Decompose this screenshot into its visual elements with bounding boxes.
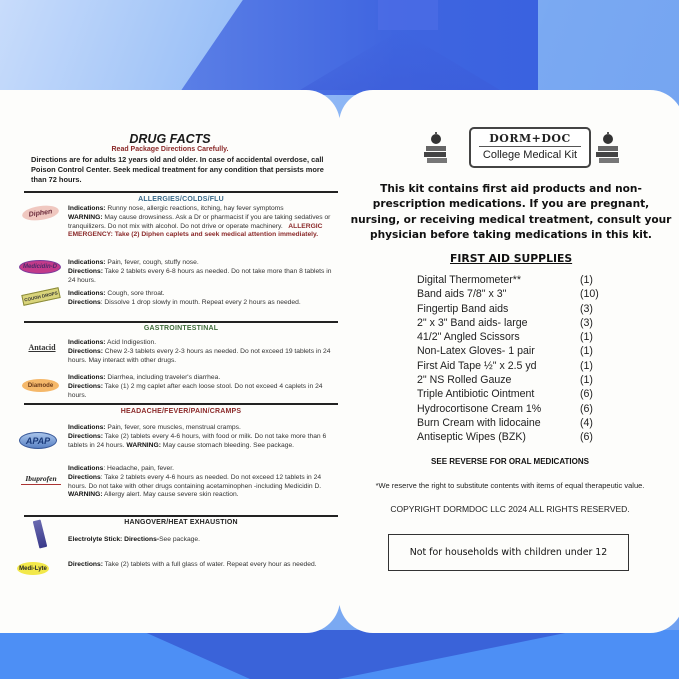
logo-tagline: College Medical Kit [482,149,578,161]
child-warning-box [388,534,629,571]
medi-lyte-icon: Medi-Lyte [17,562,49,575]
entry-medi-lyte: Directions: Take (2) tablets with a full glass of water. Repeat every hour as needed. [68,561,317,568]
dormdoc-logo [423,127,599,167]
building-tower-graphic [378,0,438,30]
cough-drops-icon: COUGH DROPS [21,287,60,306]
supplies-list [417,273,617,445]
list-item: Non-Latex Gloves- 1 pair (1) [417,345,593,358]
list-item: 2" x 3" Band aids- large (3) [417,316,593,329]
list-item: Hydrocortisone Cream 1% (6) [417,402,593,415]
list-item: Digital Thermometer** (1) [417,274,593,286]
divider [24,321,338,323]
entry-cough-drops: Indications: Cough, sore throat. Directions: Dissolve 1 drop slowly in mouth. Repeat every 2 hours as needed. [68,290,301,306]
entry-medicidin-d: Indications: Pain, fever, cough, stuffy nose. Directions: Take 2 tablets every 6-8 hours as needed. Do not take more than 8 tablets in 24 hours. [68,259,332,284]
list-item: 2" NS Rolled Gauze (1) [417,374,593,387]
medicidin-d-icon: Medicidin-D [19,260,61,274]
list-item: 41/2" Angled Scissors (1) [417,331,593,344]
divider [24,515,338,517]
see-reverse-note: SEE REVERSE FOR ORAL MEDICATIONS [431,457,589,466]
apple-books-icon [423,131,449,165]
entry-antacid: Indications: Acid Indigestion. Directions: Chew 2-3 tablets every 2-3 hours as needed. Do not exceed 19 tablets in 24 hours. May interact with other drugs. [68,339,331,364]
substitution-note: *We reserve the right to substitute contents with items of equal therapeutic value. [375,481,645,490]
first-aid-supplies-title: FIRST AID SUPPLIES [450,252,573,265]
ibuprofen-icon: Ibuprofen [21,473,61,485]
list-item: First Aid Tape ½" x 2.5 yd (1) [417,359,593,372]
drug-facts-title: DRUG FACTS [129,132,211,146]
category-headache: HEADACHE/FEVER/PAIN/CRAMPS [120,408,242,415]
apple-books-icon [595,131,621,165]
copyright-text: COPYRIGHT DORMDOC LLC 2024 ALL RIGHTS RESERVED. [390,504,630,514]
entry-apap: Indications: Pain, fever, sore muscles, menstrual cramps. Directions: Take (2) tablets every 4-6 hours, with food or milk. Do not take more than 6 tablets in 24 hours. WARNING: May cause stomach bleeding. See package. [68,424,327,449]
logo-wordmark: DORM+DOC [479,132,581,147]
list-item: Burn Cream with lidocaine (4) [417,416,593,429]
list-item: Triple Antibiotic Ointment (6) [417,388,593,401]
category-gastrointestinal: GASTROINTESTINAL [143,325,219,332]
entry-ibuprofen: Indications: Headache, pain, fever. Directions: Take 2 tablets every 4-6 hours as needed. Do not exceed 12 tablets in 24 hours. Do not take with other drugs containing acetaminophen -including Medicidin D. WARNING: Allergy alert. May cause severe skin reaction. [68,465,322,499]
list-item: Antiseptic Wipes (BZK) (6) [417,431,593,444]
diphen-icon: Diphen [21,203,60,222]
divider [24,191,338,193]
diamode-icon: Diamode [22,379,59,392]
entry-diphen: Indications: Runny nose, allergic reactions, itching, hay fever symptoms WARNING: May cause drowsiness. Ask a Dr or pharmacist if you are taking sedatives or tranquilizers. Do not mix with alcohol. Do not drive or operate machinery. ALLERGIC EMERGENCY: Take (2) Diphen caplets and seek medical attention immediately. [68,205,331,239]
category-allergies: ALLERGIES/COLDS/FLU [138,196,224,203]
logo-box [469,127,591,168]
drug-facts-subtitle: Read Package Directions Carefully. [111,146,229,153]
entry-diamode: Indications: Diarrhea, including traveler's diarrhea. Directions: Take (1) 2 mg caplet after each loose stool. Do not exceed 4 caplets in 24 hours. [68,374,323,399]
list-item: Fingertip Band aids (3) [417,302,593,315]
divider [24,403,338,405]
kit-intro: This kit contains first aid products and non- prescription medications. If you are pregnant, nursing, or receiving medical treatment, consult your physician before taking medications in this kit. [350,183,672,242]
drug-facts-intro: Directions are for adults 12 years old and older. In case of accidental overdose, call Poison Control Center. Seek medical treatment for any condition that persists more than 72 hours. [31,155,324,184]
entry-electrolyte-stick: Electrolyte Stick: Directions-See package. [68,536,200,543]
antacid-icon: Antacid [28,342,56,352]
apap-icon: APAP [19,432,57,449]
list-item: Band aids 7/8" x 3" (10) [417,288,599,301]
category-hangover: HANGOVER/HEAT EXHAUSTION [124,519,238,526]
child-warning-text: Not for households with children under 12 [409,547,608,558]
allergic-emergency-warning: ALLERGIC EMERGENCY: Take (2) Diphen caplets and seek medical attention immediately. [68,222,323,239]
